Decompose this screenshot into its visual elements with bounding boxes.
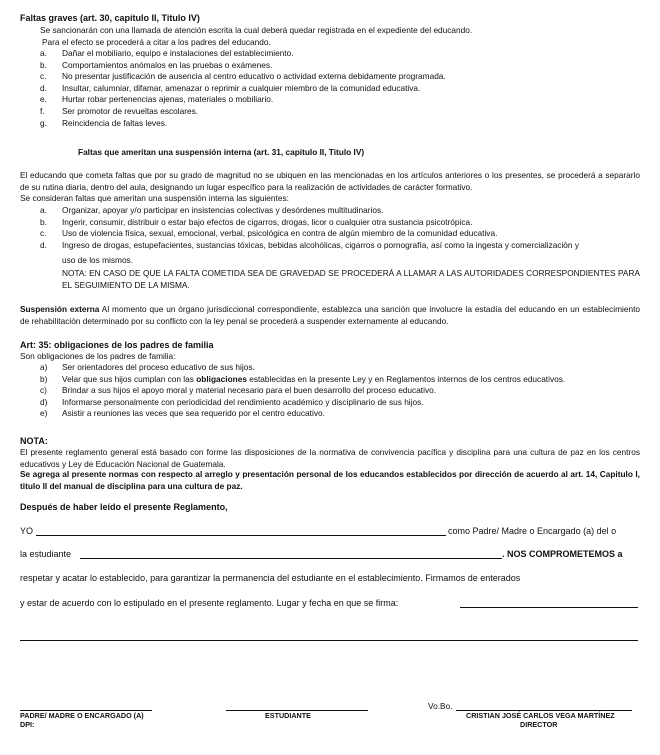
student-field-line[interactable]: [80, 558, 502, 559]
yo-label: YO: [20, 526, 34, 536]
vobo-label: Vo.Bo.: [428, 701, 453, 711]
place-date-field-line[interactable]: [460, 607, 638, 608]
suspension-interna-intro: Se consideran faltas que ameritan una suspensión interna las siguientes:: [20, 193, 289, 203]
nota-bold-text: Se agrega al presente normas con respecto al arreglo y presentación personal de los educandos establecidos por dirección de acuerdo al art. 14, Capitulo I, titulo II del manual de disciplina para una cultura de paz.: [20, 469, 640, 491]
suspension-externa-text: Al momento que un órgano jurisdiccional correspondiente, establezca una sanción que involucre la estadía del educando en un establecimiento de rehabilitación determinado por su conflicto con la ley penal se procederá a suspender externamente al educando.: [20, 304, 640, 326]
nota-text: El presente reglamento general está basado con forme las disposiciones de la normativa de convivencia pacífica y disciplina para una cultura de paz en los centros educativos y Ley de Educación Nacional de Guatemala.: [20, 447, 640, 469]
document-page: Faltas graves (art. 30, capítulo II, Titulo IV) Se sancionarán con una llamada de atención escrita la cual deberá quedar registrada en el expediente del educando. Para el efecto se procederá a citar a los padres del educando. a. Dañar el mobiliario, equipo e instalaciones del establecimiento. b. Comportamientos anómalos en las pruebas o exámenes. c. No presentar justificación de ausencia al centro educativo o actividad externa debidamente programada. d. Insultar, calumniar, difamar, amenazar o reprimir a cualquier miembro de la comunidad educativa. e. Hurtar robar pertenencias ajenas, materiales o mobiliario. f. Ser promotor de revueltas escolares. g. Reincidencia de faltas leves. Faltas que ameritan una suspensión interna (art. 31, capítulo II, Titulo IV) El educando que cometa faltas que por su grado de magnitud no se ubiquen en las mencionadas en los artículos anteriores o los presentes, se procederá a separarlo de su rutina diaria, dentro del aula, designando un lugar específico para la realización de actividades de carácter formativo. Se consideran faltas que ameritan una suspensión interna las siguientes: a. Organizar, apoyar y/o participar en insistencias colectivas y desórdenes multitudinarios. b. Ingerir, consumir, distribuir o estar bajo efectos de cigarros, drogas, licor o cualquier otra sustancia psicotrópica. c. Uso de violencia física, sexual, emocional, verbal, psicológica en contra de algún miembro de la comunidad educativa. d. Ingreso de drogas, estupefacientes, sustancias tóxicas, bebidas alcohólicas, cigarros o pornografía, así como la ingesta y comercialización y uso de los mismos. NOTA: EN CASO DE QUE LA FALTA COMETIDA SEA DE GRAVEDAD SE PROCEDERÁ A LLAMAR A LAS AUTORIDADES CORRESPONDIENTES PARA EL SEGUIMIENTO DE LA MISMA. Suspensión externa Al momento que un órgano jurisdiccional correspondiente, establezca una sanción que involucre la estadía del educando en un establecimiento de rehabilitación determinado por su conflicto con la ley penal se procederá a suspender externamente al educando. Art: 35: obligaciones de los padres de familia Son obligaciones de los padres de familia: a) Ser orientadores del proceso educativo de sus hijos. b) Velar que sus hijos cumplan con las obligaciones establecidas en la presente Ley y en Reglamentos internos de los centros educativos. c) Brindar a sus hijos el apoyo moral y material necesario para el buen desarrollo del proceso educativo. d) Informarse personalmente con periodicidad del rendimiento académico y disciplinario de sus hijos. e) Asistir a reuniones las veces que sea requerido por el centro educativo. NOTA: El presente reglamento general está basado con forme las disposiciones de la normativa de convivencia pacífica y disciplina para una cultura de paz en los centros educativos y Ley de Educación Nacional de Guatemala. Se agrega al presente normas con respecto al arreglo y presentación personal de los educandos establecidos por dirección de acuerdo al art. 14, Capitulo I, titulo II del manual de disciplina para una cultura de paz. Después de haber leído el presente Reglamento, YO como Padre/ Madre o Encargado (a) del o la estudiante . NOS COMPROMETEMOS a respetar y acatar lo establecido, para garantizar la permanencia del estudiante en el establecimiento. Firmamos de enterados y estar de acuerdo con lo estipulado en el presente reglamento. Lugar y fecha en que se firma: PADRE/ MADRE O ENCARGADO (A) DPI: ESTUDIANTE Vo.Bo. CRISTIAN JOSÉ CARLOS VEGA MARTÍNEZ DIRECTOR: [20, 13, 640, 729]
padre-signature-label: PADRE/ MADRE O ENCARGADO (A): [20, 711, 144, 720]
nota-heading: NOTA:: [20, 436, 48, 446]
estudiante-signature-label: ESTUDIANTE: [265, 711, 311, 720]
art35-intro: Son obligaciones de los padres de familia:: [20, 351, 176, 361]
nos-comprometemos-label: . NOS COMPROMETEMOS a: [502, 549, 623, 559]
suspension-interna-item-d-cont: uso de los mismos.: [62, 255, 134, 265]
art35-heading: Art: 35: obligaciones de los padres de familia: [20, 340, 214, 350]
compromiso-heading: Después de haber leído el presente Reglamento,: [20, 502, 228, 512]
suspension-externa-label: Suspensión externa: [20, 304, 100, 314]
extra-line[interactable]: [20, 640, 638, 641]
director-name: CRISTIAN JOSÉ CARLOS VEGA MARTÍNEZ: [466, 711, 615, 720]
name-field-line[interactable]: [36, 535, 446, 536]
suspension-externa-paragraph: [20, 304, 640, 327]
como-label: como Padre/ Madre o Encargado (a) del o: [448, 526, 617, 536]
faltas-graves-intro-1: Se sancionarán con una llamada de atención escrita la cual deberá quedar registrada en el expediente del educando.: [40, 25, 473, 35]
suspension-interna-heading: Faltas que ameritan una suspensión interna (art. 31, capítulo II, Titulo IV): [78, 147, 365, 157]
respetar-text: respetar y acatar lo establecido, para garantizar la permanencia del estudiante en el establecimiento. Firmamos de enterados: [20, 573, 521, 583]
acuerdo-text: y estar de acuerdo con lo estipulado en el presente reglamento. Lugar y fecha en que se firma:: [20, 598, 399, 608]
estudiante-label: la estudiante: [20, 549, 72, 559]
faltas-graves-heading: Faltas graves (art. 30, capítulo II, Titulo IV): [20, 13, 200, 23]
suspension-interna-nota: NOTA: EN CASO DE QUE LA FALTA COMETIDA SEA DE GRAVEDAD SE PROCEDERÁ A LLAMAR A LAS AUTORIDADES CORRESPONDIENTES PARA EL SEGUIMIENTO DE LA MISMA.: [62, 268, 640, 290]
suspension-interna-paragraph: El educando que cometa faltas que por su grado de magnitud no se ubiquen en las mencionadas en los artículos anteriores o los presentes, se procederá a separarlo de su rutina diaria, dentro del aula, designando un lugar específico para la realización de actividades de carácter formativo.: [20, 170, 640, 192]
dpi-label: DPI:: [20, 720, 35, 729]
faltas-graves-intro-2: Para el efecto se procederá a citar a los padres del educando.: [42, 37, 271, 47]
director-title: DIRECTOR: [520, 720, 558, 729]
